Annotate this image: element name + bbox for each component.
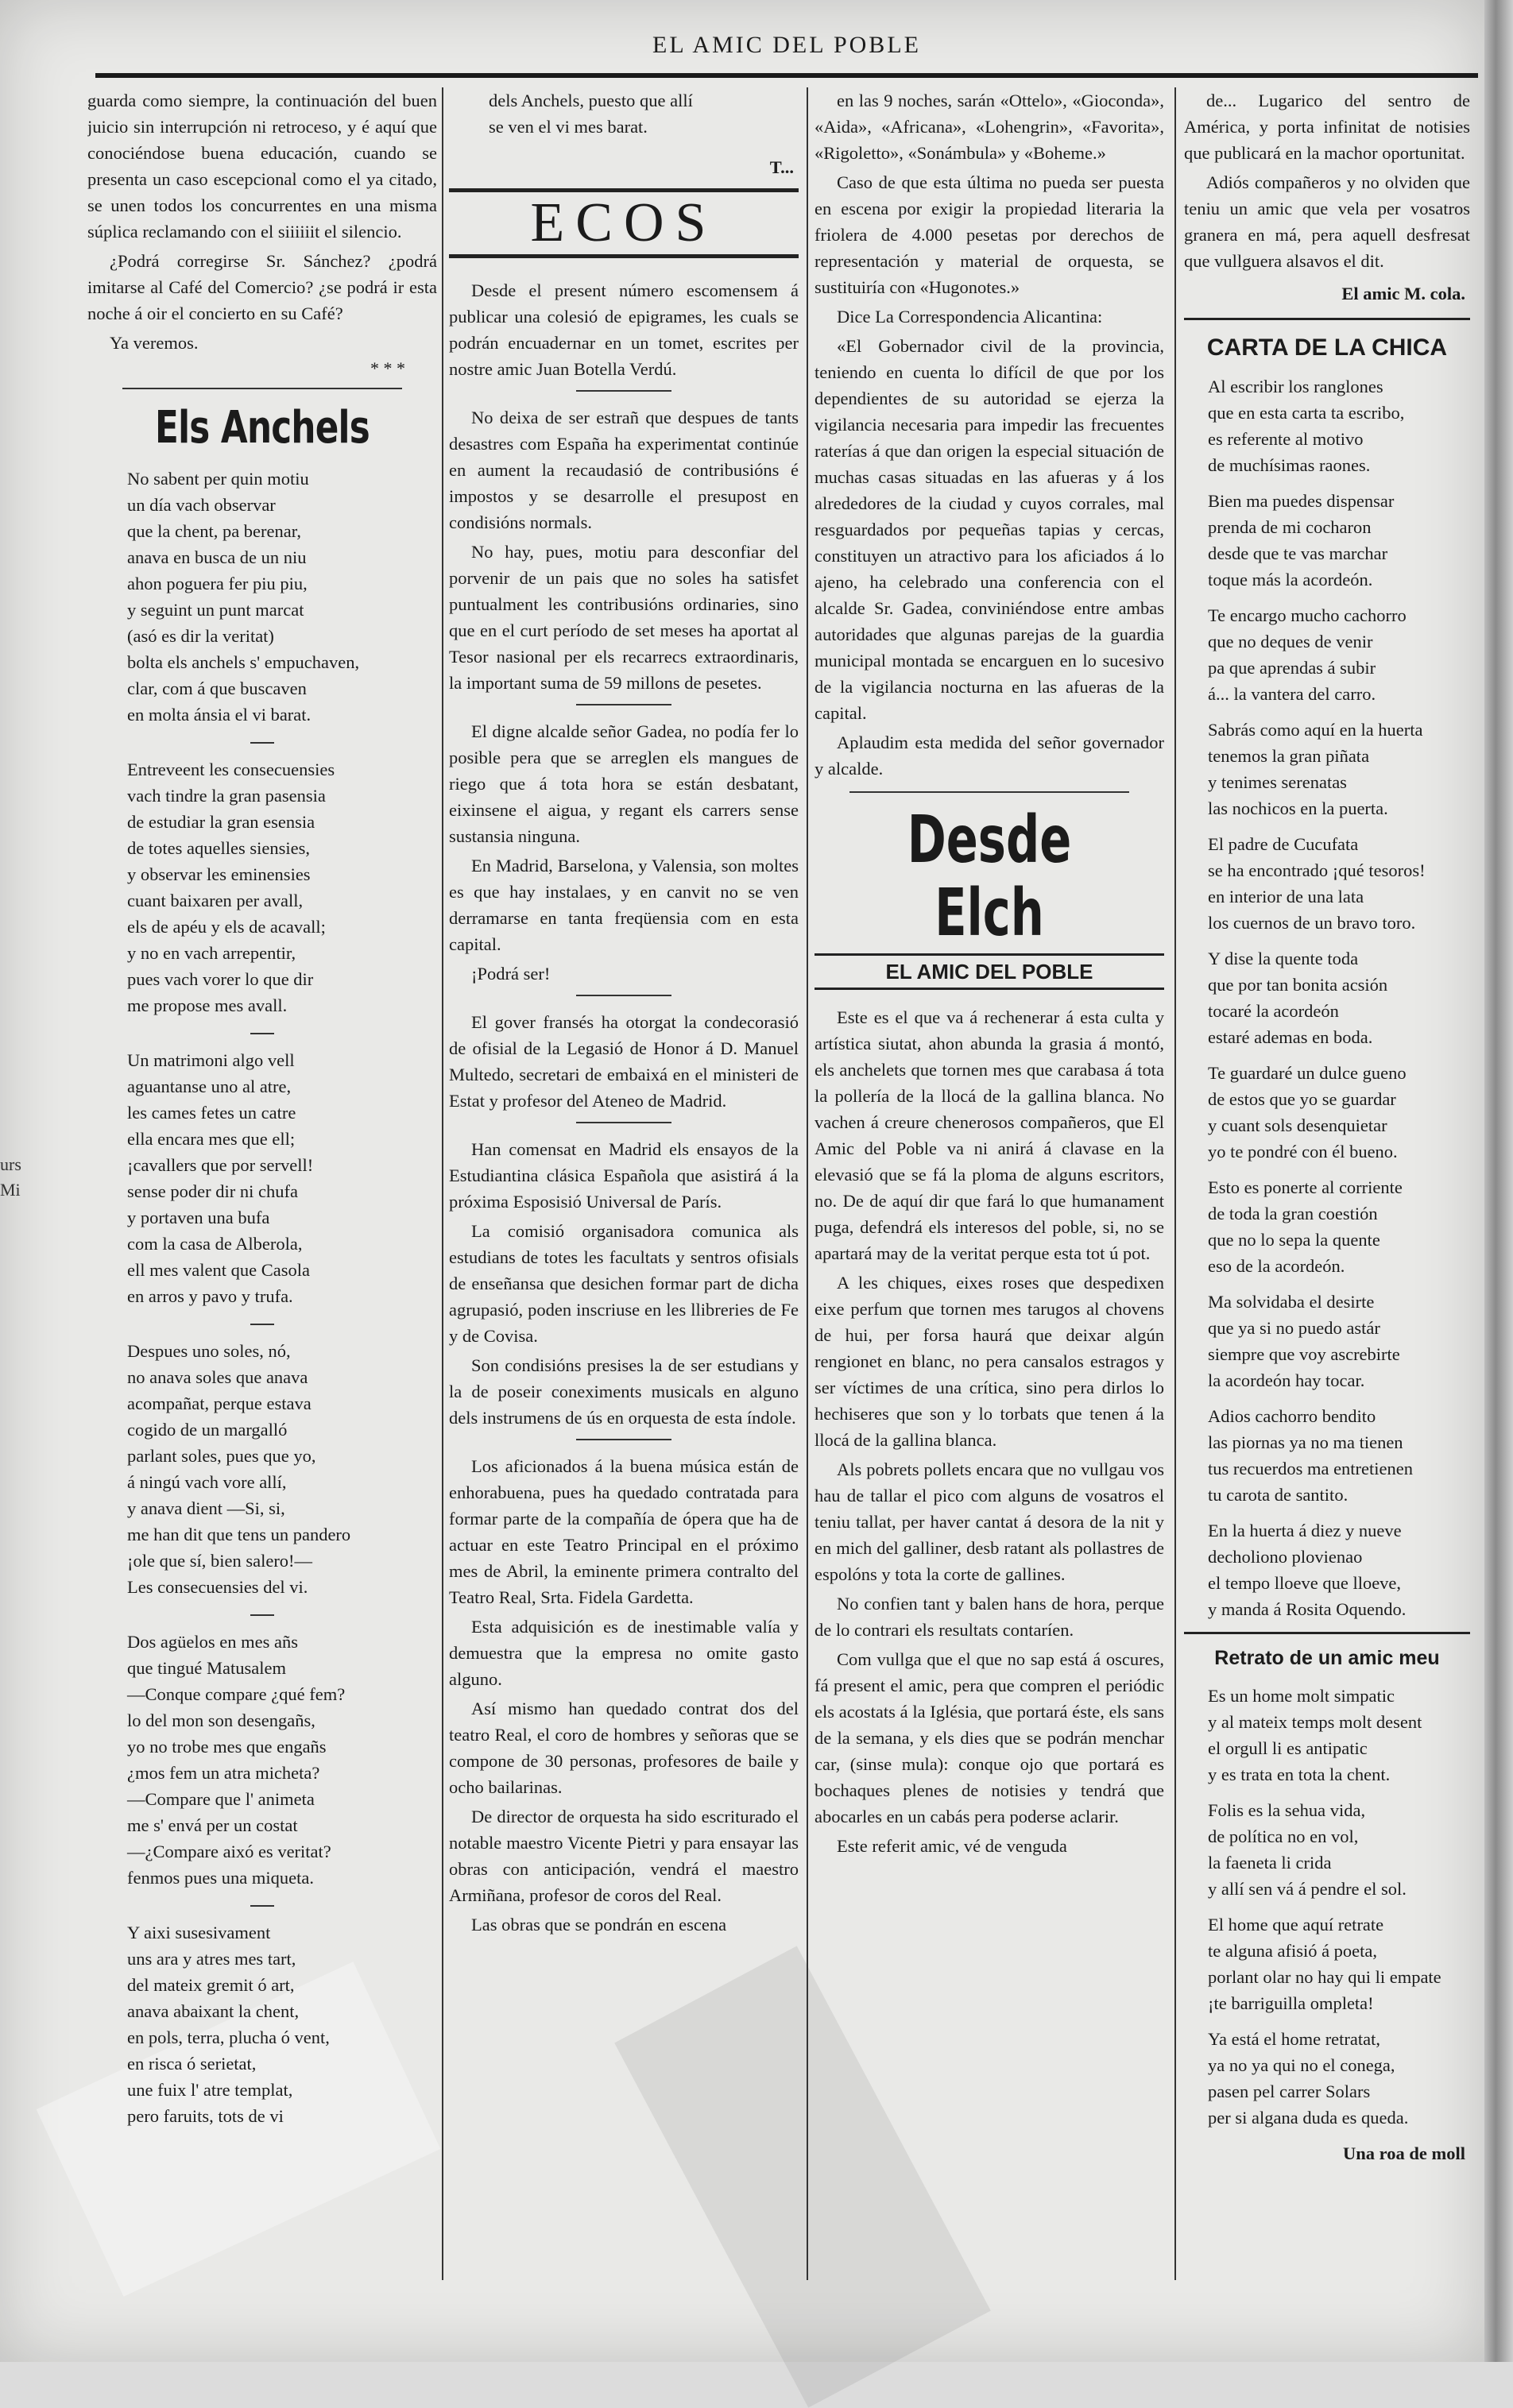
masthead [95,29,1478,78]
intro-signature: El amic M. cola. [1341,284,1465,303]
ecos-body [449,277,799,1938]
verse-line: vach tindre la gran pasensia [127,786,326,806]
verse-line: ¡cavallers que por servell! [127,1155,314,1175]
verse-line: el orgull li es antipatic [1208,1738,1368,1758]
verse-line: lo del mon son desengañs, [127,1710,315,1730]
paragraph: No deixa de ser estrañ que despues de tants desastres com España ha experimentat continúe en aument la recaudasió de contribusións é impostos y se desarrolle el presupost en condisións normals. [449,408,799,532]
divider [576,995,671,996]
verse-line: toque más la acordeón. [1208,570,1373,589]
stanza [87,1629,437,1891]
verse-line: ell mes valent que Casola [127,1260,310,1280]
stanza [1184,488,1470,593]
verse-line: ya no ya qui no el conega, [1208,2055,1395,2075]
stars-ornament: * * * [370,358,405,378]
verse-line: y cuant sols desenquietar [1208,1115,1387,1135]
verse-line: un día vach observar [127,495,276,515]
els-anchels-heading: Els Anchels [155,402,370,454]
paragraph: de... Lugarico del sentro de América, y porta infinitat de notisies que publicará en la machor oportunitat. [1184,91,1470,163]
verse-line: y portaven una bufa [127,1208,270,1227]
verse-line: en interior de una lata [1208,887,1364,906]
paragraph: Son condisións presises la de ser estudians y la de poseir coneximents musicals en alguno dels instrumens de ús en orquesta de esta índole. [449,1355,799,1428]
verse-line: com la casa de Alberola, [127,1234,303,1254]
paragraph: guarda como siempre, la continuación del buen juicio sin interrupción ni retroceso, y é aquí que conociéndose buena educación, cuando se presenta un caso escepcional como el ya citado, se unen todos los concurrentes en una misma súplica reclamando con el siiiiiit el silencio. [87,91,437,242]
paragraph: Así mismo han quedado contrat dos del teatro Real, el coro de hombres y señoras que se compone de 30 personas, profesores de baile y ocho bailarinas. [449,1699,799,1797]
verse-line: de toda la gran coestión [1208,1204,1378,1223]
verse-line: que tingué Matusalem [127,1658,286,1678]
verse-line: las nochicos en la puerta. [1208,798,1388,818]
verse-line: els de apéu y els de acavall; [127,917,326,937]
paragraph: Adiós compañeros y no olviden que teniu un amic que vela per vosatros granera en má, pera aquell desfresat que vullguera alsavos el dit. [1184,172,1470,271]
verse-line: Dos agüelos en mes añs [127,1632,298,1652]
verse-line: y es trata en tota la chent. [1208,1764,1391,1784]
stanza [1184,602,1470,707]
paragraph: Als pobrets pollets encara que no vullgau vos hau de tallar el pico com alguns de vosatros el teniu tallat, per haver cantat á desora de la nit y en mich del galliner, desb ratant als pollastres de espolóns y tota la corte de gallines. [815,1459,1164,1584]
verse-line: Folis es la sehua vida, [1208,1800,1366,1820]
margin-text: urs [0,1154,21,1174]
stanza [87,1919,437,2129]
verse-line: y manda á Rosita Oquendo. [1208,1599,1407,1619]
verse-line: de totes aquelles siensies, [127,838,310,858]
verse-line: —¿Compare aixó es veritat? [127,1842,331,1861]
stanza [1184,1403,1470,1508]
retrat-signature: Una roa de moll [1343,2143,1465,2163]
verse-line: Un matrimoni algo vell [127,1050,295,1070]
verse-line: el tempo lloeve que lloeve, [1208,1573,1402,1593]
verse-line: y al mateix temps molt desent [1208,1712,1422,1732]
masthead-title: EL AMIC DEL POBLE [652,32,921,58]
verse-line: No sabent per quin motiu [127,469,309,489]
stanza-divider [250,1033,274,1034]
desde-elch-heading: Desde Elch [907,802,1072,951]
verse-line: que en esta carta ta escribo, [1208,403,1405,423]
carta-heading: CARTA DE LA CHICA [1184,318,1470,361]
divider [576,1122,671,1123]
verse-line: á... la vantera del carro. [1208,684,1376,704]
verse-line: desde que te vas marchar [1208,543,1388,563]
stanza-divider [250,1614,274,1616]
verse-line: y anava dient —Si, si, [127,1498,285,1518]
verse-line: ¡ole que sí, bien salero!— [127,1551,313,1571]
column-rule [807,87,808,2280]
verse-line: se ven el vi mes barat. [489,117,648,137]
paragraph: Los aficionados á la buena música están de enhorabuena, pues ha quedado contratada para formar parte de la compañía de ópera que ha de actuar en este Teatro Principal en el próximo mes de Abril, la eminente primera contralto del Teatro Real, Srta. Fidela Gardetta. [449,1456,799,1607]
verse-line: en risca ó serietat, [127,2054,257,2074]
verse-line: siempre que voy ascrebirte [1208,1344,1400,1364]
verse-line: Sabrás como aquí en la huerta [1208,720,1423,740]
column-rule [442,87,443,2280]
verse-line: que ya si no puedo astár [1208,1318,1380,1338]
verse-line: El padre de Cucufata [1208,834,1359,854]
stanza [1184,1289,1470,1393]
verse-line: me propose mes avall. [127,995,288,1015]
column-4 [1184,87,1470,2312]
verse-line: ahon poguera fer piu piu, [127,574,308,593]
verse-line: tenemos la gran piñata [1208,746,1370,766]
verse-line: y no en vach arrepentir, [127,943,296,963]
verse-line: y allí sen vá á pendre el sol. [1208,1879,1407,1899]
verse-line: acompañat, perque estava [127,1393,312,1413]
stanza [87,466,437,728]
stanza [1184,1911,1470,2016]
verse-line: sense poder dir ni chufa [127,1181,298,1201]
verse-line: se ha encontrado ¡qué tesoros! [1208,860,1426,880]
paragraph: ¡Podrá ser! [471,964,551,984]
verse-line: las piornas ya no ma tienen [1208,1432,1403,1452]
divider [576,1439,671,1440]
verse-line: cogido de un margalló [127,1420,288,1440]
verse-line: de estos que yo se guardar [1208,1089,1396,1109]
verse-line: me han dit que tens un pandero [127,1525,351,1544]
verse-line: —Compare que l' animeta [127,1789,315,1809]
verse-line: une fuix l' atre templat, [127,2080,293,2100]
verse-line: los cuernos de un bravo toro. [1208,913,1416,933]
margin-fragment [0,1152,21,1203]
column-1 [87,87,437,2312]
paragraph: La comisió organisadora comunica als estudians de totes les facultats y sentros ofisials de enseñansa que desichen formar part de dicha agrupasió, poden inscriuse en les llibreries de Fe y de Covisa. [449,1221,799,1346]
verse-line: Adios cachorro bendito [1208,1406,1376,1426]
verse-line: uns ara y atres mes tart, [127,1949,296,1969]
col4-intro [1184,87,1470,274]
stanza [1184,945,1470,1050]
verse-line: fenmos pues una miqueta. [127,1868,314,1888]
verse-line: Te guardaré un dulce gueno [1208,1063,1407,1083]
verse-line: yo te pondré con él bueno. [1208,1142,1398,1161]
poem-signature: T... [769,157,794,177]
paragraph: No hay, pues, motiu para desconfiar del porvenir de un pais que no soles ha satisfet puntualment les contribusións ordinaries, sino que en el curt período de set meses ha aportat al Tesor nasional per els recarrecs extraordinaris, la important suma de 59 millons de pesetes. [449,542,799,693]
paragraph: en las 9 noches, sarán «Ottelo», «Gioconda», «Aida», «Africana», «Lohengrin», «Favorita», «Rigoletto», «Sonámbula» y «Boheme.» [815,91,1164,163]
stanza [1184,1517,1470,1622]
verse-line: y seguint un punt marcat [127,600,304,620]
verse-line: que no lo sepa la quente [1208,1230,1380,1250]
verse-line: Es un home molt simpatic [1208,1686,1395,1706]
verse-line: es referente al motivo [1208,429,1364,449]
verse-line: que la chent, pa berenar, [127,521,301,541]
verse-line: me s' envá per un costat [127,1815,298,1835]
verse-line: ¡te barriguilla ompleta! [1208,1993,1374,2013]
stanza-divider [250,1324,274,1325]
paragraph: El digne alcalde señor Gadea, no podía fer lo posible pera que se arreglen els mangues de riego que á tota hora se están desbatant, eixinsene el aigua, y regant els carrers sense sustansia ninguna. [449,721,799,846]
retrat-heading: Retrato de un amic meu [1184,1632,1470,1672]
paragraph: Esta adquisición es de inestimable valía y demuestra que la empresa no omite gasto alguno. [449,1617,799,1689]
verse-line: Esto es ponerte al corriente [1208,1177,1403,1197]
paragraph: A les chiques, eixes roses que despedixen eixe perfum que tornen mes tarugos al chovens de hui, per forsa haurá que deixar algún rengionet en blanc, no pera cansalos estragos y ser víctimes de una crítica, sino pera dirlos lo hechiseres que son y lo torbats que tenen á la llocá de la gallina blanca. [815,1273,1164,1450]
column-rule [1174,87,1176,2280]
verse-line: porlant olar no hay qui li empate [1208,1967,1441,1987]
stanza [87,756,437,1018]
verse-line: yo no trobe mes que engañs [127,1737,327,1757]
verse-line: anava abaixant la chent, [127,2001,300,2021]
paragraph: Aplaudim esta medida del señor governador y alcalde. [815,732,1164,779]
verse-line: en pols, terra, plucha ó vent, [127,2027,330,2047]
stanza [1184,831,1470,936]
divider [122,388,402,389]
verse-line: á ningú vach vore allí, [127,1472,287,1492]
stanza [1184,1174,1470,1279]
divider [576,390,671,392]
paragraph: Este es el que va á rechenerar á esta culta y artística siutat, ahon abunda la grasia á montó, els anchelets que tornen mes que carabasa á tota la pollería de la llocá de la gallina blanca. No vachen á creure chenerosos compañeros, que El Amic del Poble va ni anirá á clavase en la elevasió que se fá la ploma de alguns escritors, no. De de aquí dir que fará lo que humanament puga, defendrá els interesos del poble, si, no se apartará may de la veritat perque esta tot ú pot. [815,1007,1164,1263]
verse-line: decholiono plovienao [1208,1547,1363,1567]
carta-poem [1184,373,1470,1622]
verse-line: Te encargo mucho cachorro [1208,605,1407,625]
verse-line: tu carota de santito. [1208,1485,1349,1505]
verse-line: pasen pel carrer Solars [1208,2081,1371,2101]
verse-line: —Conque compare ¿qué fem? [127,1684,346,1704]
divider [576,704,671,705]
paragraph: De director de orquesta ha sido escriturado el notable maestro Vicente Pietri y para ensayar las obras con anticipación, vendrá el maestro Armiñana, profesor de coros del Real. [449,1807,799,1905]
verse-line: aguantanse uno al atre, [127,1076,292,1096]
verse-line: Ma solvidaba el desirte [1208,1292,1375,1312]
verse-line: pues vach vorer lo que dir [127,969,314,989]
verse-line: ella encara mes que ell; [127,1129,296,1149]
paragraph: El gover fransés ha otorgat la condecorasió de ofisial de la Legasió de Honor á D. Manuel Multedo, secretari de embaixá en el ministeri de Estat y profesor del Ateneo de Madrid. [449,1012,799,1111]
paragraph: ¿Podrá corregirse Sr. Sánchez? ¿podrá imitarse al Café del Comercio? ¿se podrá ir esta noche á oir el concierto en su Café? [87,251,437,323]
verse-line: Ya está el home retratat, [1208,2029,1381,2049]
verse-line: El home que aquí retrate [1208,1915,1384,1935]
verse-line: del mateix gremit ó art, [127,1975,295,1995]
verse-line: te alguna afisió á poeta, [1208,1941,1378,1961]
verse-line: clar, com á que buscaven [127,678,307,698]
verse-line: pa que aprendas á subir [1208,658,1376,678]
verse-line: eso de la acordeón. [1208,1256,1345,1276]
verse-line: no anava soles que anava [127,1367,308,1387]
paragraph: Com vullga que el que no sap está á oscures, fá present el amic, pera que compren el periódic els acostats á la Iglésia, que portará éste, els sans de la semana, y els dies que se podrán menchar car, (sinse mula): conque ojo que portará es bochaques plenes de notisies y tendrá que abocarles en un cabás pera poderse aclarir. [815,1649,1164,1826]
news-body [815,87,1164,782]
paragraph: No confien tant y balen hans de hora, perque de lo contrari els resultats contaríen. [815,1594,1164,1640]
verse-line: que por tan bonita acsión [1208,975,1388,995]
paragraph: Dice La Correspondencia Alicantina: [837,307,1103,327]
verse-line: ¿mos fem un atra micheta? [127,1763,320,1783]
verse-line: En la huerta á diez y nueve [1208,1521,1402,1540]
desde-elch-body [815,1004,1164,1859]
paragraph: En Madrid, Barselona, y Valensia, son moltes es que hay instalaes, y en canvit no se ven derramarse en tanta freqüensia com en esta capital. [449,856,799,954]
stanza-divider [250,742,274,744]
paragraph: Han comensat en Madrid els ensayos de la Estudiantina clásica Española que asistirá á la próxima Esposisió Universal de París. [449,1139,799,1212]
divider [849,791,1129,793]
verse-line: per si algana duda es queda. [1208,2108,1409,2128]
paragraph: «El Gobernador civil de la provincia, teniendo en cuenta lo difícil de que por los dependientes de su autoridad se ejerza la vigilancia necesaria para impedir las frecuentes raterías á que dan origen la especial situación de muchas casas situadas en las afueras y á los alrededores de la ciudad y cuyos corrales, mal resguardados por pequeñas tapias y cercas, constituyen un atractivo para los aficiados á lo ajeno, ha celebrado una conferencia con el alcalde Sr. Gadea, conviniéndose entre ambas autoridades que algunas parejas de la guardia municipal montada se encarguen en lo sucesivo de la vigilancia nocturna en las afueras de la capital. [815,336,1164,723]
verse-line: en arros y pavo y trufa. [127,1286,293,1306]
stanza [1184,2026,1470,2131]
verse-line: Al escribir los ranglones [1208,377,1383,396]
verse-line: Y dise la quente toda [1208,949,1359,968]
verse-line: de muchísimas raones. [1208,455,1371,475]
stanza-divider [250,1905,274,1907]
verse-line: y observar les eminensies [127,864,311,884]
verse-line: Bien ma puedes dispensar [1208,491,1395,511]
verse-line: anava en busca de un niu [127,547,307,567]
verse-line: de estudiar la gran esensia [127,812,315,832]
verse-line: les cames fetes un catre [127,1103,296,1123]
stanza [1184,1060,1470,1165]
paragraph: Desde el present número escomensem á publicar una colesió de epigrames, les cuals se podrán encuadernar en un tomet, escrites per nostre amic Juan Botella Verdú. [449,280,799,379]
paragraph: Las obras que se pondrán en escena [471,1915,727,1935]
verse-line: dels Anchels, puesto que allí [489,91,693,110]
stanza [87,1338,437,1600]
stanza [1184,1797,1470,1902]
col1-intro [87,87,437,356]
stanza [1184,717,1470,821]
verse-line: prenda de mi cocharon [1208,517,1372,537]
column-2 [449,87,799,2312]
verse-line: Despues uno soles, nó, [127,1341,291,1361]
verse-line: y tenimes serenatas [1208,772,1347,792]
verse-line: en molta ánsia el vi barat. [127,705,312,725]
stanza [1184,373,1470,478]
verse-line: Entreveent les consecuensies [127,760,335,779]
verse-line: pero faruits, tots de vi [127,2106,284,2126]
verse-line: de política no en vol, [1208,1826,1359,1846]
verse-line: tus recuerdos ma entretienen [1208,1459,1414,1478]
paragraph: Caso de que esta última no pueda ser puesta en escena por exigir la propiedad literaria la friolera de 4.000 pesetas por derechos de representación y material de orquesta, se sustituiría con «Hugonotes.» [815,172,1164,297]
stanza [1184,1683,1470,1788]
verse-line: tocaré la acordeón [1208,1001,1339,1021]
verse-line: la acordeón hay tocar. [1208,1370,1365,1390]
verse-line: (asó es dir la veritat) [127,626,274,646]
els-anchels-poem [87,466,437,2129]
verse-line: Y aixi susesivament [127,1923,271,1942]
verse-line: que no deques de venir [1208,632,1373,651]
paragraph: Este referit amic, vé de venguda [837,1836,1067,1856]
verse-line: cuant baixaren per avall, [127,891,304,910]
ecos-heading: ECOS [449,188,799,258]
verse-line: Les consecuensies del vi. [127,1577,308,1597]
verse-line: la faeneta li crida [1208,1853,1332,1873]
column-3 [815,87,1164,2312]
poem-continuation [449,87,799,140]
desde-elch-subheading: EL AMIC DEL POBLE [815,953,1164,990]
margin-text: Mi [0,1180,21,1200]
paragraph: Ya veremos. [110,333,199,353]
verse-line: bolta els anchels s' empuchaven, [127,652,360,672]
verse-line: estaré ademas en boda. [1208,1027,1373,1047]
verse-line: parlant soles, pues que yo, [127,1446,316,1466]
stanza [87,1047,437,1309]
page-edge [1484,0,1513,2362]
retrat-poem [1184,1683,1470,2131]
